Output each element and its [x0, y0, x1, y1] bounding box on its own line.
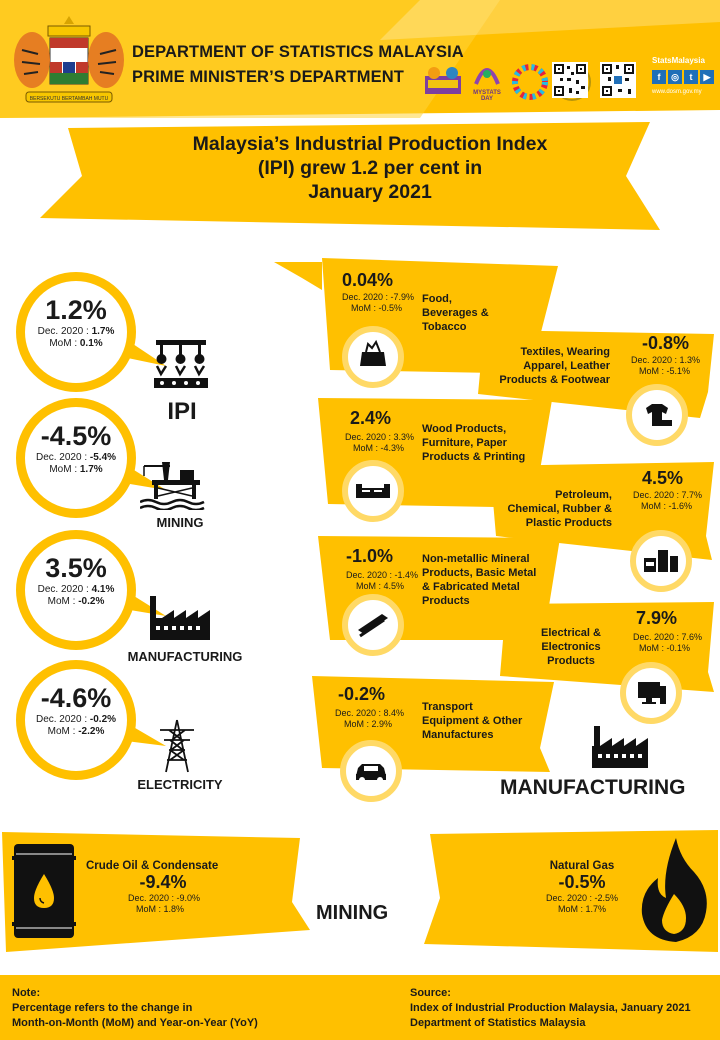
mining-mom-value: 1.7%	[79, 464, 103, 475]
mining-section-label: MINING	[316, 902, 389, 924]
nonmetallic-percent: -1.0%	[346, 546, 394, 566]
oil-barrel-icon	[10, 842, 78, 940]
textiles-percent: -0.8%	[642, 333, 690, 353]
note-line1: Percentage refers to the change in	[12, 1002, 193, 1014]
electrical-icon-circle	[620, 662, 682, 724]
steel-beam-icon	[348, 600, 398, 650]
source-title: Source:	[410, 987, 451, 999]
electrical-dec: Dec. 2020 : 7.6%	[632, 632, 702, 642]
natural-gas-block	[532, 860, 632, 915]
title-line3: January 2021	[308, 181, 432, 203]
title-line1: Malaysia’s Industrial Production Index	[192, 133, 548, 155]
petroleum-icon-circle	[630, 530, 692, 592]
grocery-bag-icon	[348, 332, 398, 382]
manufacturing-label: MANUFACTURING	[127, 649, 243, 664]
nonmetallic-name: Non-metallic Mineral Products, Basic Metal & Fabricated Metal Products	[422, 553, 537, 607]
electrical-mom: MoM : -0.1%	[638, 643, 690, 653]
flame-icon	[636, 836, 712, 944]
transport-percent: -0.2%	[338, 684, 386, 704]
clothing-icon	[632, 390, 682, 440]
manufacturing-section-label: MANUFACTURING	[500, 776, 686, 799]
nonmetallic-mom: MoM : 4.5%	[355, 581, 404, 591]
transport-name: Transport Equipment & Other Manufactures	[422, 701, 523, 741]
crude-oil-name: Crude Oil & Condensate	[86, 860, 219, 872]
wood-icon-circle	[342, 460, 404, 522]
food-dec: Dec. 2020 : -7.9%	[341, 292, 414, 302]
footer	[0, 975, 720, 1040]
petroleum-mom: MoM : -1.6%	[640, 501, 692, 511]
crest-motto: BERSEKUTU BERTAMBAH MUTU	[29, 96, 109, 102]
nonmetallic-dec: Dec. 2020 : -1.4%	[345, 570, 418, 580]
youtube-icon[interactable]: ▶	[700, 70, 714, 84]
petroleum-percent: 4.5%	[642, 468, 684, 488]
ipi-percent: 1.2%	[45, 295, 107, 325]
twitter-icon[interactable]: t	[684, 70, 698, 84]
sofa-furniture-icon	[348, 466, 398, 516]
crude-oil-dec: Dec. 2020 : -9.0%	[127, 893, 201, 903]
food-icon-circle	[342, 326, 404, 388]
nonmetallic-icon-circle	[342, 594, 404, 656]
mining-mom-label: MoM :	[49, 464, 78, 475]
manufacturing-percent: 3.5%	[45, 553, 107, 583]
ipi-dec-label: Dec. 2020 :	[37, 326, 89, 337]
crude-oil-mom: MoM : 1.8%	[135, 904, 184, 914]
petroleum-dec: Dec. 2020 : 7.7%	[632, 490, 702, 500]
textiles-icon-circle	[626, 384, 688, 446]
electricity-mom-value: -2.2%	[78, 726, 105, 737]
title-line2: (IPI) grew 1.2 per cent in	[257, 157, 483, 179]
mining-label: MINING	[156, 515, 204, 530]
source-line2: Department of Statistics Malaysia	[410, 1017, 586, 1029]
department-line2: PRIME MINISTER’S DEPARTMENT	[132, 68, 404, 86]
textiles-name: Textiles, Wearing Apparel, Leather Products & Footwear	[499, 346, 610, 386]
mystats-day-text: MYSTATS DAY	[473, 90, 501, 102]
natural-gas-dec: Dec. 2020 : -2.5%	[545, 893, 619, 903]
food-mom: MoM : -0.5%	[350, 303, 402, 313]
car-icon	[346, 746, 396, 796]
natural-gas-percent: -0.5%	[558, 872, 606, 892]
mining-percent: -4.5%	[40, 421, 112, 451]
electricity-percent: -4.6%	[40, 683, 112, 713]
manufacturing-factory-icon	[590, 726, 650, 770]
wood-name: Wood Products, Furniture, Paper Products & Printing	[422, 423, 526, 463]
mining-dec-label: Dec. 2020 :	[35, 452, 88, 463]
wood-dec: Dec. 2020 : 3.3%	[344, 432, 414, 442]
facebook-icon[interactable]: f	[652, 70, 666, 84]
food-name: Food, Beverages & Tobacco	[422, 293, 489, 333]
brand-name: StatsMalaysia	[652, 56, 705, 65]
manufacturing-dec-label: Dec. 2020 :	[37, 584, 89, 595]
textiles-dec: Dec. 2020 : 1.3%	[630, 355, 700, 365]
manufacturing-mom-label: MoM :	[47, 596, 76, 607]
instagram-icon[interactable]: ◎	[668, 70, 682, 84]
ipi-mom-value: 0.1%	[79, 338, 103, 349]
electrical-name: Electrical & Electronics Products	[541, 627, 601, 667]
website-url[interactable]: www.dosm.gov.my	[652, 89, 702, 95]
petroleum-name: Petroleum, Chemical, Rubber & Plastic Products	[507, 489, 612, 529]
manufacturing-mom-value: -0.2%	[78, 596, 105, 607]
natural-gas-name: Natural Gas	[549, 860, 615, 872]
wood-mom: MoM : -4.3%	[352, 443, 404, 453]
food-percent: 0.04%	[342, 270, 394, 290]
wood-percent: 2.4%	[350, 408, 392, 428]
electricity-dec-label: Dec. 2020 :	[35, 714, 88, 725]
transport-dec: Dec. 2020 : 8.4%	[334, 708, 404, 718]
crude-oil-block	[86, 860, 230, 915]
textiles-mom: MoM : -5.1%	[638, 366, 690, 376]
transport-mom: MoM : 2.9%	[343, 719, 392, 729]
footer-source	[410, 986, 691, 1031]
ipi-dec-value: 1.7%	[91, 326, 115, 337]
natural-gas-mom: MoM : 1.7%	[557, 904, 606, 914]
source-line1: Index of Industrial Production Malaysia, January 2021	[410, 1002, 691, 1014]
electrical-percent: 7.9%	[636, 608, 678, 628]
manufacturing-dec-value: 4.1%	[91, 584, 115, 595]
electricity-mom-label: MoM :	[47, 726, 76, 737]
refinery-icon	[636, 536, 686, 586]
electricity-label: ELECTRICITY	[137, 777, 223, 792]
electricity-dec-value: -0.2%	[89, 714, 117, 725]
note-title: Note:	[12, 987, 41, 999]
computer-monitor-icon	[626, 668, 676, 718]
transport-icon-circle	[340, 740, 402, 802]
ipi-mom-label: MoM :	[49, 338, 78, 349]
footer-note	[12, 986, 258, 1031]
note-line2: Month-on-Month (MoM) and Year-on-Year (YoY)	[12, 1017, 258, 1029]
department-line1: DEPARTMENT OF STATISTICS MALAYSIA	[132, 43, 464, 61]
crude-oil-percent: -9.4%	[139, 872, 187, 892]
mining-dec-value: -5.4%	[89, 452, 117, 463]
ipi-label: IPI	[167, 398, 197, 425]
